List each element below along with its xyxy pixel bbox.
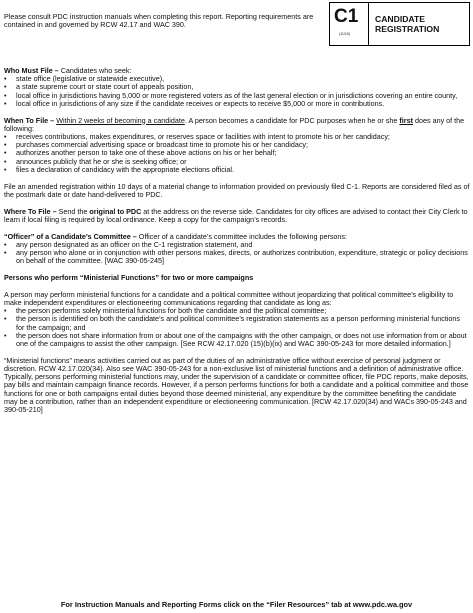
deadline-text: Within 2 weeks of becoming a candidate <box>56 115 185 125</box>
list-item <box>4 315 470 331</box>
who-must-file-section <box>4 67 470 108</box>
list-item-text: the person does not share information from or about one of the campaigns with the other campaign, or does not use information from or about one of the campaigns to assist the other campaign. [See RCW 42.17.020 (15)(b)(ix) and WAC 390-05-243 for more detailed information.] <box>16 330 467 349</box>
bullet-icon: • <box>4 148 7 158</box>
ministerial-heading <box>4 274 470 282</box>
bullet-icon: • <box>4 90 7 100</box>
bullet-icon: • <box>4 156 7 166</box>
original-to-pdc: original to PDC <box>89 206 142 216</box>
where-to-file-pre: Send the <box>56 206 90 216</box>
when-to-file-heading: When To File – <box>4 115 55 125</box>
list-item-text: a state supreme court or state court of appeals position, <box>16 82 194 92</box>
form-title-line1: CANDIDATE <box>375 14 425 24</box>
ministerial-heading-text: Persons who perform “Ministerial Functions” for two or more campaigns <box>4 273 254 283</box>
amended-registration-text: File an amended registration within 10 days of a material change to information provided on previously filed C-1. Reports are considered filed as of the postmark date or date hand-delivered to PDC. <box>4 181 470 199</box>
list-item <box>4 100 470 108</box>
list-item-text: purchases commercial advertising space or broadcast time to promote his or her candidacy; <box>16 140 309 150</box>
form-id-box <box>329 2 470 46</box>
list-item-text: files a declaration of candidacy with the appropriate elections official. <box>16 164 235 174</box>
officer-heading: “Officer” of a Candidate’s Committee – <box>4 231 137 241</box>
list-item-text: the person performs solely ministerial functions for both the candidate and the political committee; <box>16 306 327 316</box>
officer-section <box>4 233 470 266</box>
where-to-file-heading: Where To File – <box>4 206 57 216</box>
list-item-text: any person designated as an officer on the C-1 registration statement, and <box>16 239 253 249</box>
who-must-file-list <box>4 75 470 108</box>
bullet-icon: • <box>4 248 7 258</box>
when-to-file-mid: . A person becomes a candidate for PDC purposes when he or she <box>184 115 400 125</box>
bullet-icon: • <box>4 164 7 174</box>
bullet-icon: • <box>4 306 7 316</box>
officer-intro: Officer of a candidate’s committee includes the following persons: <box>136 231 348 241</box>
bullet-icon: • <box>4 82 7 92</box>
list-item-text: state office (legislative or statewide executive), <box>16 74 165 84</box>
when-to-file-section <box>4 117 470 174</box>
instructions-body <box>4 67 470 414</box>
list-item-text: authorizes another person to take one of these above actions on his or her behalf; <box>16 148 277 158</box>
intro-text: Please consult PDC instruction manuals when completing this report. Reporting requirements are contained in and governed by RCW 42.17 and WAC 390. <box>4 12 314 30</box>
list-item <box>4 332 470 348</box>
list-item-text: local office in jurisdictions of any size if the candidate receives or expects to receive $5,000 or more in contributions. <box>16 98 385 108</box>
form-version: (11/10) <box>339 32 351 36</box>
ministerial-section <box>4 291 470 348</box>
bullet-icon: • <box>4 74 7 84</box>
form-title <box>375 14 439 34</box>
ministerial-intro: A person may perform ministerial functions for a candidate and a political committee without jeopardizing that political committee’s eligibility to make independent expenditures or electioneering communications regarding that candidate as long as: <box>4 289 454 308</box>
form-title-line2: REGISTRATION <box>375 24 440 34</box>
bullet-icon: • <box>4 239 7 249</box>
bullet-icon: • <box>4 140 7 150</box>
list-item-text: the person is identified on both the candidate’s and political committee’s registration statements as a person performing ministerial functions for the campaign; and <box>16 314 461 332</box>
footer-note: For Instruction Manuals and Reporting Forms click on the “Filer Resources” tab at www.pdc.wa.gov <box>60 600 413 609</box>
where-to-file-section <box>4 208 470 224</box>
who-must-file-intro: Candidates who seek: <box>58 66 132 75</box>
list-item-text: any person who alone or in conjunction with other persons makes, directs, or authorizes contribution, expenditure, strategic or policy decisions on behalf of the committee. [WAC 390-05-245] <box>16 248 468 266</box>
list-item-text: local office in jurisdictions having 5,000 or more registered voters as of the last general election or in jurisdictions covering an entire county, <box>16 90 458 100</box>
bullet-icon: • <box>4 330 7 340</box>
bullet-icon: • <box>4 98 7 108</box>
list-item <box>4 166 470 174</box>
when-to-file-lead <box>4 117 470 133</box>
candidate-actions-list <box>4 133 470 174</box>
bullet-icon: • <box>4 132 7 142</box>
when-to-file-end: does any of the following: <box>4 115 465 133</box>
first-emphasis: first <box>399 115 413 125</box>
officer-list <box>4 241 470 266</box>
list-item <box>4 249 470 265</box>
list-item-text: receives contributions, makes expenditures, or reserves space or facilities with intent to promote his or her candidacy; <box>16 132 390 142</box>
ministerial-definition: “Ministerial functions” means activities carried out as part of the duties of an administrative office without exercise of personal judgment or discretion. RCW 42.17.020(34). Also see WAC 390-05-243 for a non-exclusive list of ministerial functions and a definition of administrative office. Typically, persons performing ministerial functions may, under the supervision of a candidate or committee officer, file PDC reports, make deposits, pay bills and maintain campaign finance records. However, if a person performs functions for both a candidate and a political committee and those functions for one or both campaigns entail duties beyond those deemed ministerial, any expenditure by the committee benefiting the candidate may be a contribution, rather than an independent expenditure or electioneering communication. [RCW 42.17.020(34) and WACs 390-05-243 and 390-05-210] <box>4 355 469 415</box>
ministerial-conditions-list <box>4 307 470 348</box>
form-code: C1 <box>334 6 359 27</box>
list-item-text: announces publicly that he or she is seeking office; or <box>16 156 187 166</box>
bullet-icon: • <box>4 314 7 324</box>
where-to-file-post: at the address on the reverse side. Candidates for city offices are advised to contact their City Clerk to learn if local filing is required by local ordinance. Keep a copy for the campaign’s records. <box>4 206 468 224</box>
form-code-cell <box>330 3 369 45</box>
who-must-file-heading: Who Must File – <box>4 66 59 75</box>
